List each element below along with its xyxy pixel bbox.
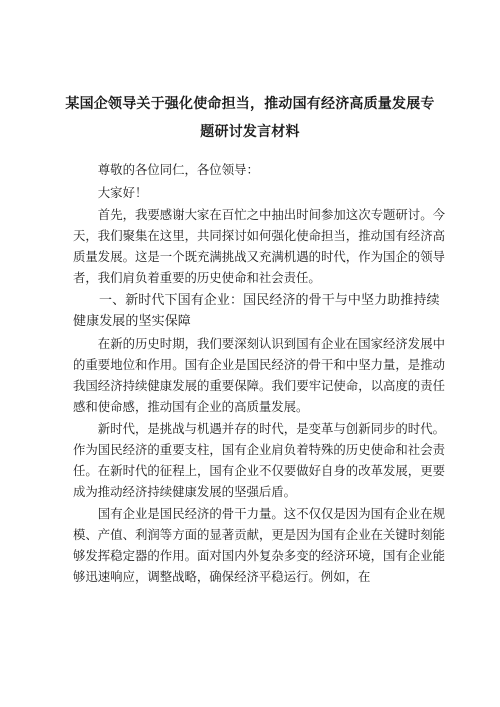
paragraph-2: 新时代，是挑战与机遇并存的时代，是变革与创新同步的时代。作为国民经济的重要支柱，国有企业肩负着特殊的历史使命和社会责任。在新时代的征程上，国有企业不仅要做好自身的改革发展，更要成为推动经济持续健康发展的坚强后盾。: [73, 421, 445, 499]
title-line-2: 题研讨发言材料: [200, 124, 300, 140]
intro-paragraph: 首先，我要感谢大家在百忙之中抽出时间参加这次专题研讨。今天，我们聚集在这里，共同探讨如何强化使命担当，推动国有经济高质量发展。这是一个既充满挑战又充满机遇的时代，作为国企的领导者，我们肩负着重要的历史使命和社会责任。: [73, 207, 445, 285]
document-title: [60, 90, 440, 146]
title-line-1: 某国企领导关于强化使命担当，推动国有经济高质量发展专: [65, 96, 435, 112]
paragraph-3: 国有企业是国民经济的骨干力量。这不仅仅是因为国有企业在规模、产值、利润等方面的显著贡献，更是因为国有企业在关键时刻能够发挥稳定器的作用。面对国内外复杂多变的经济环境，国有企业能够迅速响应，调整战略，确保经济平稳运行。例如，在: [73, 506, 445, 584]
paragraph-1: 在新的历史时期，我们要深刻认识到国有企业在国家经济发展中的重要地位和作用。国有企业是国民经济的骨干和中坚力量，是推动我国经济持续健康发展的重要保障。我们要牢记使命，以高度的责任感和使命感，推动国有企业的高质量发展。: [73, 336, 445, 414]
document-body: [73, 160, 445, 589]
hello: 大家好！: [97, 184, 148, 200]
greeting: 尊敬的各位同仁，各位领导：: [97, 162, 259, 177]
section-1-heading: 一、新时代下国有企业：国民经济的骨干与中坚力助推持续健康发展的坚实保障: [73, 293, 440, 330]
